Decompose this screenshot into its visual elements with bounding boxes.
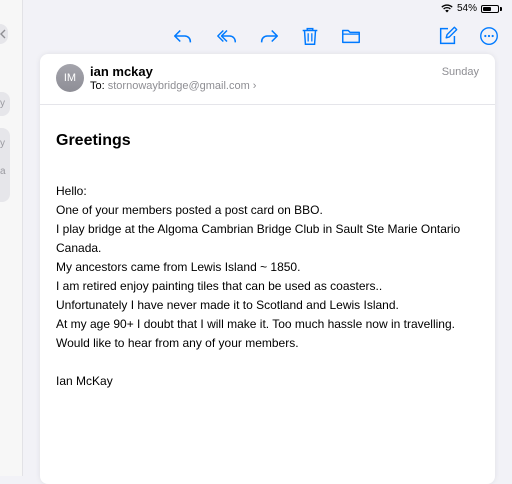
body-line: My ancestors came from Lewis Island ~ 1850. [56,260,301,274]
wifi-icon [441,4,453,13]
battery-icon [481,5,499,13]
mailbox-list-edge[interactable] [0,0,23,476]
body-line: Canada. [56,241,102,255]
body-line [56,353,486,372]
body-line: Ian McKay [56,374,113,388]
message-date: Sunday [441,66,479,78]
to-label: To: [90,80,105,92]
compose-icon[interactable] [436,24,460,48]
battery-level-fill [483,7,491,11]
chevron-right-icon[interactable]: › [252,80,257,92]
body-line: Would like to hear from any of your members. [56,336,299,350]
message-view [40,54,495,484]
reply-all-icon[interactable] [215,24,239,48]
more-icon[interactable] [477,24,501,48]
avatar[interactable]: IM [56,64,84,92]
selected-message-fragment[interactable] [0,128,10,202]
reply-icon[interactable] [171,24,195,48]
recipient-line[interactable] [90,80,256,92]
message-toolbar [0,24,512,48]
body-line: At my age 90+ I doubt that I will make it. Too much hassle now in travelling. [56,317,455,331]
message-header [40,54,495,105]
message-preview-fragment[interactable] [0,92,10,116]
preview-letter: y [0,138,5,149]
recipient-address[interactable]: stornowaybridge@gmail.com [107,80,250,92]
battery-tip [500,7,502,11]
message-subject: Greetings [56,132,131,149]
preview-letter: a [0,166,6,177]
body-line: I play bridge at the Algoma Cambrian Bridge Club in Sault Ste Marie Ontario [56,222,461,236]
body-line: One of your members posted a post card on BBO. [56,203,323,217]
sender-name[interactable]: ian mckay [90,64,153,79]
body-line: I am retired enjoy painting tiles that can be used as coasters.. [56,279,383,293]
status-bar [441,3,502,14]
folder-icon[interactable] [339,24,363,48]
preview-letter: y [0,98,5,109]
body-line: Hello: [56,184,87,198]
body-line: Unfortunately I have never made it to Scotland and Lewis Island. [56,298,399,312]
trash-icon[interactable] [298,24,322,48]
battery-percent: 54% [456,3,477,14]
message-body [56,182,486,391]
forward-icon[interactable] [257,24,281,48]
